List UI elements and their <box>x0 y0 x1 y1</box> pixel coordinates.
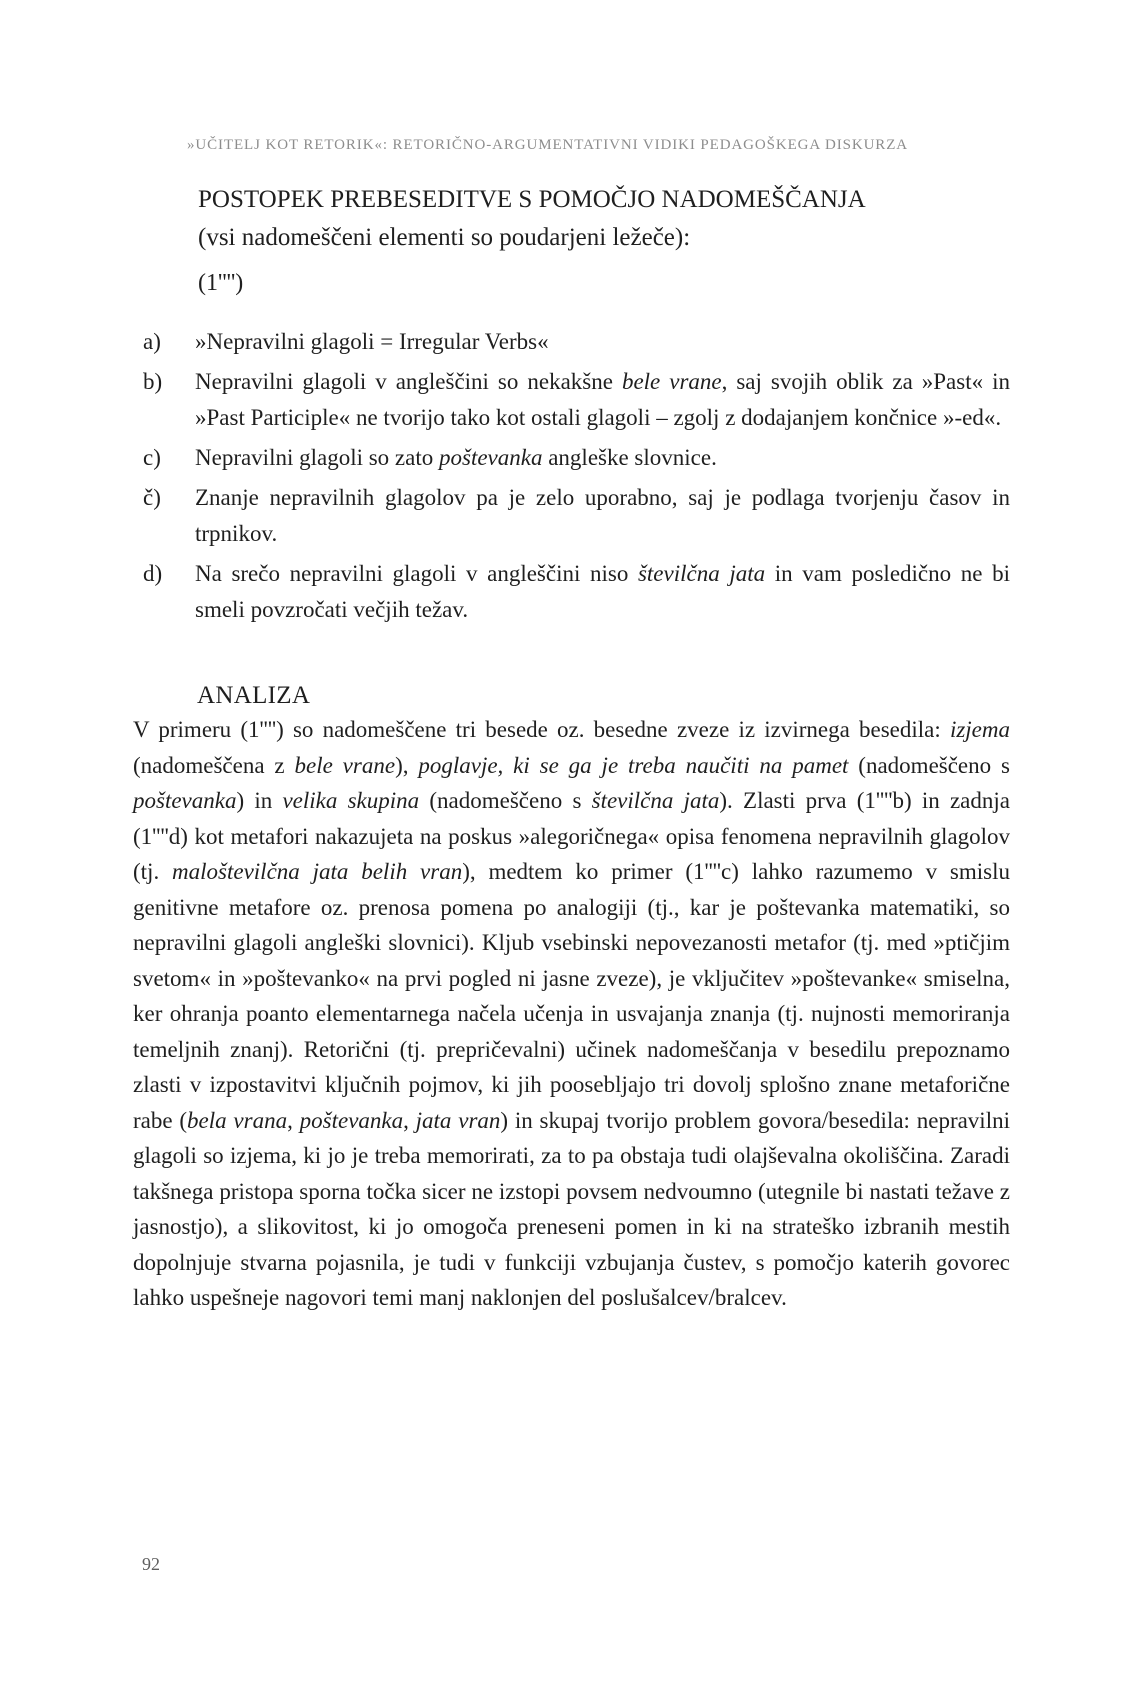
section-subtitle: (vsi nadomeščeni elementi so poudarjeni ležeče): <box>198 224 691 251</box>
italic-text-segment: poštevanka <box>299 1107 404 1133</box>
example-item-text <box>195 485 1010 546</box>
text-segment: (nadomeščeno s <box>419 788 592 813</box>
text-segment: (nadomeščena z <box>133 752 295 778</box>
section-title: POSTOPEK PREBESEDITVE S POMOČJO NADOMEŠČANJA <box>198 186 866 213</box>
section-title-block <box>198 181 1013 257</box>
italic-text-segment: izjema <box>949 717 1010 742</box>
text-segment: Znanje nepravilnih glagolov pa je zelo uporabno, saj je podlaga tvorjenju časov in trpnikov. <box>195 485 1010 546</box>
text-segment: ) in skupaj tvorijo problem govora/besedila: nepravilni glagoli so izjema, ki jo je treba memorirati, za to pa obstaja tudi olajševalna okoliščina. Zaradi takšnega pristopa sporna točka sicer ne izstopi povsem nedvoumno (utegnile bi nastati težave z jasnostjo), a slikovitost, ki jo omogoča preneseni pomen in ki na strateško izbranih mestih dopolnjuje stvarna pojasnila, je tudi v funkciji vzbujanja čustev, s pomočjo katerih govorec lahko uspešneje nagovori temi manj naklonjen del poslušalcev/bralcev. <box>133 1107 1010 1310</box>
example-marker: (1'''') <box>198 270 244 296</box>
text-segment: ), medtem ko primer (1''''c) lahko razumemo v smislu genitivne metafore oz. prenosa pomena po analogiji (tj., kar je poštevanka matematiki, so nepravilni glagoli angleški slovnici). Kljub vsebinski nepovezanosti metafor (tj. med »ptičjim svetom« in »poštevanko« na prvi pogled ni jasne zveze), je vključitev »poštevanke« smiselna, ker ohranja poanto elementarnega načela učenja in usvajanja znanja (tj. nujnosti memoriranja temeljnih znanj). Retorični (tj. prepričevalni) učinek nadomeščanja v besedilu prepoznamo zlasti v izpostavitvi ključnih pojmov, ki jih poosebljajo tri dovolj splošno znane metaforične rabe ( <box>133 859 1010 1133</box>
text-segment: V primeru (1'''') so nadomeščene tri besede oz. besedne zveze iz izvirnega besedila: <box>133 717 950 742</box>
text-segment: , <box>403 1107 416 1133</box>
example-list-item <box>133 440 1010 476</box>
running-header: »UČITELJ KOT RETORIK«: RETORIČNO-ARGUMENTATIVNI VIDIKI PEDAGOŠKEGA DISKURZA <box>187 137 909 153</box>
example-list-item <box>133 556 1010 628</box>
example-item-label: d) <box>143 561 163 586</box>
italic-text-segment: bele vrane <box>294 752 396 778</box>
text-segment: , saj svojih oblik za »Past« in »Past Participle« ne tvorijo tako kot ostali glagoli – zgolj z dodajanjem končnice »-ed«. <box>195 369 1010 430</box>
text-segment: (nadomeščeno s <box>848 752 1010 778</box>
page-number: 92 <box>142 1554 160 1574</box>
text-segment: Nepravilni glagoli so zato <box>195 445 439 470</box>
example-list-item <box>133 480 1010 552</box>
analysis-paragraph <box>133 712 1010 1316</box>
text-segment: Nepravilni glagoli v angleščini so nekakšne <box>195 369 622 394</box>
example-list-item <box>133 324 1010 360</box>
italic-text-segment: poglavje, ki se ga je treba naučiti na pamet <box>418 752 849 778</box>
analysis-heading: ANALIZA <box>197 682 311 709</box>
example-list-item <box>133 364 1010 436</box>
example-item-label: č) <box>143 485 161 510</box>
example-item-label: b) <box>143 369 163 394</box>
example-item-label: c) <box>143 445 161 470</box>
text-segment: Na srečo nepravilni glagoli v angleščini niso <box>195 561 638 586</box>
text-segment: ) in <box>236 788 283 813</box>
italic-text-segment: velika skupina <box>282 788 420 813</box>
italic-text-segment: številčna jata <box>637 561 766 586</box>
italic-text-segment: jata vran <box>415 1107 501 1133</box>
text-segment: ). Zlasti prva (1''''b) in zadnja (1''''d) kot metafori nakazujeta na poskus »alegoričnega« opisa fenomena nepravilnih glagolov (tj. <box>133 788 1010 884</box>
text-segment: in vam posledično ne bi smeli povzročati večjih težav. <box>195 561 1010 622</box>
italic-text-segment: bele vrane <box>621 369 722 394</box>
italic-text-segment: poštevanka <box>439 445 543 470</box>
example-item-label: a) <box>143 329 161 354</box>
italic-text-segment: številčna jata <box>591 788 720 813</box>
text-segment: , <box>287 1107 300 1133</box>
example-item-text <box>195 445 717 470</box>
example-list <box>133 324 1010 632</box>
text-segment: angleške slovnice. <box>542 445 717 470</box>
example-item-text <box>195 329 549 354</box>
italic-text-segment: maloštevilčna jata belih vran <box>172 859 463 884</box>
italic-text-segment: bela vrana <box>187 1107 288 1133</box>
text-segment: »Nepravilni glagoli = Irregular Verbs« <box>195 329 549 354</box>
text-segment: ), <box>395 752 419 778</box>
italic-text-segment: poštevanka <box>133 788 237 813</box>
example-item-text <box>195 369 1010 430</box>
example-item-text <box>195 561 1010 622</box>
